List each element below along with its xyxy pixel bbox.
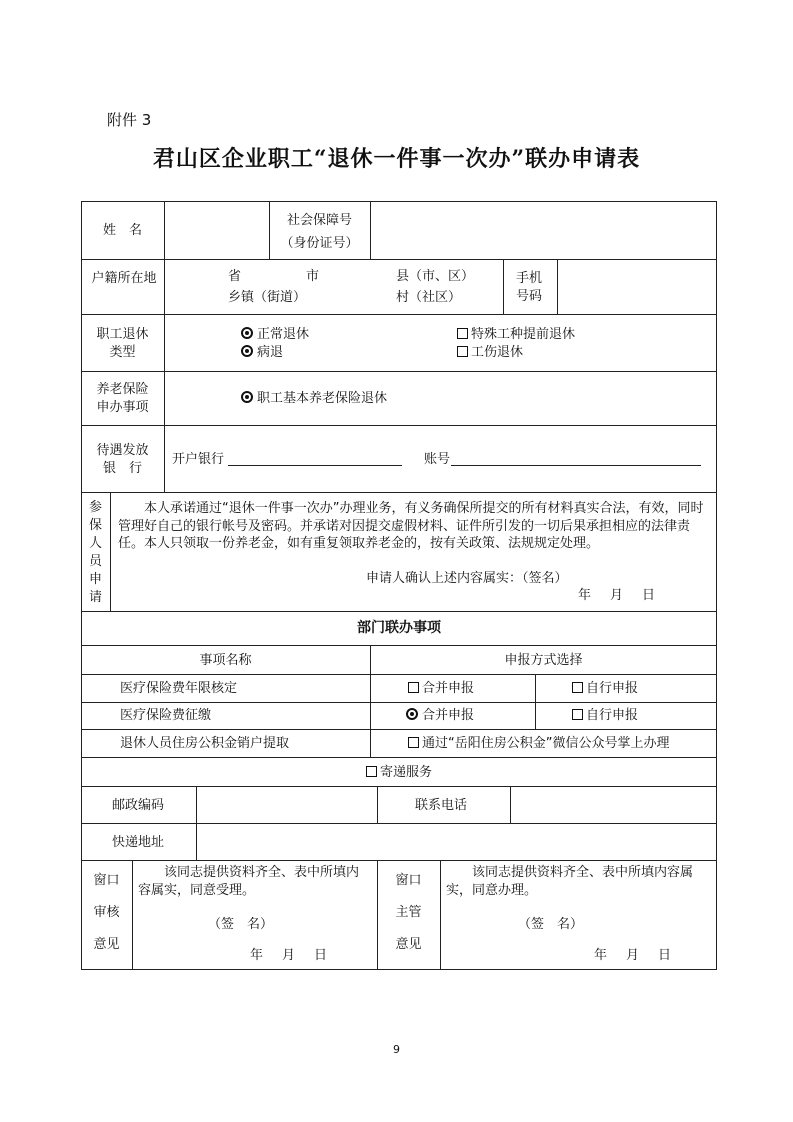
item-3-online-option[interactable]: 通过“岳阳住房公积金”微信公众号掌上办理 — [408, 735, 669, 752]
page-number: 9 — [393, 1043, 400, 1056]
province-label: 省 — [228, 269, 242, 284]
option-special-retire[interactable]: 特殊工种提前退休 — [457, 326, 575, 343]
checkbox-icon — [408, 737, 419, 748]
village-label: 村（社区） — [396, 290, 462, 305]
supervisor-sign: （签 名） — [518, 917, 584, 932]
review-text: 该同志提供资料齐全、表中所填内容属实，同意受理。 — [138, 865, 360, 898]
item-name-3: 退休人员住房公积金销户提取 — [120, 736, 290, 751]
county-label: 县（市、区） — [396, 269, 475, 284]
applicant-char-5: 申 — [88, 572, 102, 587]
option-sick-retire[interactable]: 病退 — [241, 344, 283, 361]
address-field[interactable] — [198, 825, 714, 858]
checkbox-icon — [572, 709, 583, 720]
checkbox-icon — [457, 328, 468, 339]
checkbox-icon — [408, 682, 419, 693]
radio-selected-icon — [241, 345, 253, 357]
bank-label-2: 银 行 — [102, 461, 142, 476]
applicant-char-6: 请 — [88, 590, 102, 605]
applicant-char-2: 保 — [88, 518, 102, 533]
pension-label-2: 申办事项 — [96, 400, 149, 415]
ssn-label: 社会保障号 — [286, 213, 352, 228]
phone-field[interactable] — [559, 261, 714, 312]
item-2-self-option[interactable]: 自行申报 — [572, 707, 638, 724]
city-label: 市 — [306, 269, 320, 284]
account-field[interactable] — [451, 465, 701, 466]
radio-selected-icon — [241, 327, 253, 339]
supervisor-label-2: 主管 — [395, 905, 422, 920]
applicant-char-3: 人 — [88, 536, 102, 551]
id-number-label: （身份证号） — [280, 236, 359, 251]
applicant-confirm: 申请人确认上述内容属实：（签名） — [366, 571, 568, 586]
applicant-char-1: 参 — [88, 500, 102, 515]
postcode-label: 邮政编码 — [112, 798, 165, 813]
township-label: 乡镇（街道） — [228, 290, 307, 305]
checkbox-icon — [457, 346, 468, 357]
item-name-2: 医疗保险费征缴 — [120, 708, 212, 723]
phone-label-2: 号码 — [516, 289, 543, 304]
account-label: 账号 — [424, 452, 451, 467]
attachment-label: 附件 3 — [107, 111, 152, 129]
bank-label-1: 待遇发放 — [96, 443, 149, 458]
supervisor-label-3: 意见 — [395, 937, 422, 952]
pension-label-1: 养老保险 — [96, 382, 149, 397]
radio-selected-icon — [241, 391, 253, 403]
pension-option[interactable]: 职工基本养老保险退休 — [241, 390, 387, 407]
form-title: 君山区企业职工“退休一件事一次办”联办申请表 — [152, 146, 641, 172]
option-normal-retire[interactable]: 正常退休 — [241, 326, 309, 343]
radio-selected-icon — [406, 708, 418, 720]
retire-type-label-1: 职工退休 — [96, 327, 149, 342]
name-label: 姓 名 — [102, 223, 142, 238]
name-field[interactable] — [166, 203, 267, 257]
review-date: 年 月 日 — [250, 948, 331, 963]
supervisor-date: 年 月 日 — [594, 948, 675, 963]
applicant-date: 年 月 日 — [578, 588, 659, 603]
col-item-header: 事项名称 — [199, 653, 252, 668]
contact-phone-field[interactable] — [512, 788, 714, 821]
ssn-field[interactable] — [372, 203, 714, 257]
supervisor-label-1: 窗口 — [395, 873, 422, 888]
item-name-1: 医疗保险费年限核定 — [120, 681, 238, 696]
supervisor-text: 该同志提供资料齐全、表中所填内容属实，同意办理。 — [446, 865, 694, 898]
checkbox-icon — [572, 682, 583, 693]
item-1-self-option[interactable]: 自行申报 — [572, 680, 638, 697]
household-label: 户籍所在地 — [91, 271, 157, 286]
col-method-header: 申报方式选择 — [504, 653, 583, 668]
item-1-merge-option[interactable]: 合并申报 — [408, 680, 474, 697]
dept-header: 部门联办事项 — [357, 620, 441, 636]
applicant-char-4: 员 — [88, 554, 102, 569]
review-label-1: 窗口 — [93, 873, 120, 888]
bank-name-field[interactable] — [228, 465, 402, 466]
checkbox-icon — [366, 766, 377, 777]
contact-phone-label: 联系电话 — [415, 798, 468, 813]
mail-service-option[interactable]: 寄递服务 — [81, 764, 717, 781]
phone-label-1: 手机 — [516, 271, 543, 286]
address-label: 快递地址 — [112, 835, 165, 850]
commitment-text: 本人承诺通过“退休一件事一次办”办理业务，有义务确保所提交的所有材料真实合法，有效，同时管理好自己的银行帐号及密码。并承诺对因提交虚假材料、证件所引发的一切后果承担相应的法律责任。本人只领取一份养老金，如有重复领取养老金的，按有关政策、法规规定处理。 — [118, 501, 704, 551]
option-injury-retire[interactable]: 工伤退休 — [457, 344, 523, 361]
review-label-3: 意见 — [93, 937, 120, 952]
review-sign: （签 名） — [208, 917, 274, 932]
retire-type-label-2: 类型 — [109, 345, 136, 360]
postcode-field[interactable] — [198, 788, 375, 821]
review-label-2: 审核 — [93, 905, 120, 920]
item-2-merge-option[interactable]: 合并申报 — [406, 707, 474, 724]
bank-name-label: 开户银行 — [172, 452, 225, 467]
